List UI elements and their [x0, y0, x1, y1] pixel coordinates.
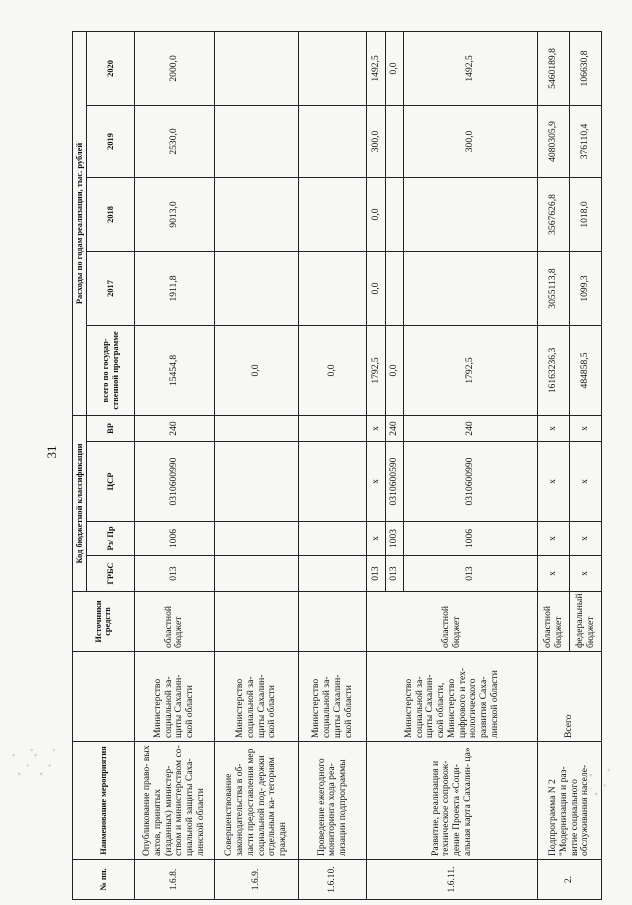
- row-num: 1.6.9.: [215, 860, 299, 900]
- row-name: Проведение ежегодного мониторинга хода реа- лизации подпрограммы: [299, 742, 367, 860]
- header-num: № пп.: [73, 860, 135, 900]
- row-name: Опубликование право- вых актов, принятых (изданных) министер- ством и министерством со- циальной защиты Саха- линской области: [134, 742, 214, 860]
- row-2018: [215, 177, 299, 251]
- row-2019: 2530,0: [134, 105, 214, 177]
- row-vr: [299, 415, 367, 441]
- row-total: 16163236,3: [538, 325, 570, 415]
- row-name: Подпрограмма N 2 "Модернизация и раз- витие социального обслуживания населе-: [538, 742, 602, 860]
- table-row: [134, 31, 214, 899]
- row-executor: Всего: [538, 652, 602, 742]
- header-csr: ЦСР: [87, 442, 134, 522]
- row-2020: [215, 31, 299, 105]
- page-number: 31: [44, 445, 59, 459]
- row-grbs: 013: [404, 556, 538, 592]
- row-2017: [385, 251, 404, 325]
- header-name: Наименование мероприятия: [73, 742, 135, 860]
- header-rzpr: Рз/ Пр: [87, 522, 134, 556]
- row-total: 0,0: [385, 325, 404, 415]
- row-2019: 376110,4: [570, 105, 602, 177]
- row-vr: 240: [404, 415, 538, 441]
- row-rzpr: 1003: [385, 522, 404, 556]
- row-rzpr: х: [367, 522, 386, 556]
- row-2018: 3567626,8: [538, 177, 570, 251]
- row-csr: 0310600990: [134, 442, 214, 522]
- row-rzpr: [215, 522, 299, 556]
- row-2018: 0,0: [367, 177, 386, 251]
- row-source: областной бюджет: [538, 592, 570, 652]
- row-rzpr: 1006: [404, 522, 538, 556]
- row-csr: 0310600990: [404, 442, 538, 522]
- row-2017: 3055113,8: [538, 251, 570, 325]
- row-rzpr: х: [538, 522, 570, 556]
- row-grbs: х: [538, 556, 570, 592]
- table-row: [538, 31, 570, 899]
- header-vr: ВР: [87, 415, 134, 441]
- row-vr: х: [367, 415, 386, 441]
- row-2018: [404, 177, 538, 251]
- row-2017: [215, 251, 299, 325]
- row-2019: 4080305,9: [538, 105, 570, 177]
- row-grbs: 013: [385, 556, 404, 592]
- row-grbs: [299, 556, 367, 592]
- row-source: областной бюджет: [367, 592, 538, 652]
- row-csr: х: [367, 442, 386, 522]
- row-2017: 1099,3: [570, 251, 602, 325]
- row-2020: 106630,8: [570, 31, 602, 105]
- row-2020: 2000,0: [134, 31, 214, 105]
- row-source: федеральный бюджет: [570, 592, 602, 652]
- row-grbs: х: [570, 556, 602, 592]
- row-vr: х: [570, 415, 602, 441]
- row-total: 0,0: [299, 325, 367, 415]
- row-source: областной бюджет: [134, 592, 214, 652]
- header-2018: 2018: [87, 177, 134, 251]
- row-csr: [299, 442, 367, 522]
- row-rzpr: 1006: [134, 522, 214, 556]
- row-vr: 240: [134, 415, 214, 441]
- row-total: 15454,8: [134, 325, 214, 415]
- row-2019: [385, 105, 404, 177]
- row-2018: 1018,0: [570, 177, 602, 251]
- row-grbs: 013: [134, 556, 214, 592]
- header-expenses: Расходы по годам реализации, тыс. рублей: [73, 31, 87, 415]
- rotated-table-container: [72, 32, 602, 900]
- row-2020: [299, 31, 367, 105]
- row-total: 1792,5: [404, 325, 538, 415]
- header-2020: 2020: [87, 31, 134, 105]
- row-csr: х: [538, 442, 570, 522]
- table-row: [299, 31, 367, 899]
- row-2017: 1911,8: [134, 251, 214, 325]
- row-2017: [404, 251, 538, 325]
- row-2020: 5460189,8: [538, 31, 570, 105]
- row-total: 484858,5: [570, 325, 602, 415]
- row-2020: 1492,5: [404, 31, 538, 105]
- row-grbs: 013: [367, 556, 386, 592]
- row-2019: [299, 105, 367, 177]
- row-total: 0,0: [215, 325, 299, 415]
- row-source: [215, 592, 299, 652]
- scan-noise: [30, 745, 58, 779]
- row-num: 2.: [538, 860, 602, 900]
- row-vr: [215, 415, 299, 441]
- row-executor: Министерство социальной за- щиты Сахалин- ской области, Министерство цифрового и тех- нологического развития Саха- линской области: [367, 652, 538, 742]
- row-2017: 0,0: [367, 251, 386, 325]
- table-row: [215, 31, 299, 899]
- row-vr: 240: [385, 415, 404, 441]
- row-num: 1.6.11.: [367, 860, 538, 900]
- header-source: Источники средств: [73, 592, 135, 652]
- row-name: Совершенствование законодательства в об- ласти предоставления мер социальной под- держки отдельным ка- тегориям граждан: [215, 742, 299, 860]
- row-2019: 300,0: [404, 105, 538, 177]
- row-source: [299, 592, 367, 652]
- row-2018: 9013,0: [134, 177, 214, 251]
- row-name: Развитие, реализация и техническое сопровож- дение Проекта «Соци- альная карта Сахалин- ца»: [367, 742, 538, 860]
- table-row: [367, 31, 386, 899]
- row-2020: 0,0: [385, 31, 404, 105]
- row-2018: [299, 177, 367, 251]
- row-vr: х: [538, 415, 570, 441]
- row-executor: Министерство социальной за- щиты Сахалин- ской области: [299, 652, 367, 742]
- row-2017: [299, 251, 367, 325]
- row-2020: 1492,5: [367, 31, 386, 105]
- header-2019: 2019: [87, 105, 134, 177]
- row-csr: 0310600590: [385, 442, 404, 522]
- row-2019: 300,0: [367, 105, 386, 177]
- row-executor: Министерство социальной за- щиты Сахалин- ской области: [215, 652, 299, 742]
- row-2018: [385, 177, 404, 251]
- row-total: 1792,5: [367, 325, 386, 415]
- row-grbs: [215, 556, 299, 592]
- row-csr: [215, 442, 299, 522]
- row-csr: х: [570, 442, 602, 522]
- row-num: 1.6.10.: [299, 860, 367, 900]
- row-num: 1.6.8.: [134, 860, 214, 900]
- header-total-program: всего по государ- ственной программе: [87, 325, 134, 415]
- scan-noise: [8, 745, 36, 779]
- header-budget-code: Код бюджетной классификации: [73, 415, 87, 591]
- row-2019: [215, 105, 299, 177]
- header-2017: 2017: [87, 251, 134, 325]
- header-grbs: ГРБС: [87, 556, 134, 592]
- row-rzpr: [299, 522, 367, 556]
- row-executor: Министерство социальной за- щиты Сахалин- ской области: [134, 652, 214, 742]
- header-executor: [73, 652, 135, 742]
- budget-table: [72, 31, 602, 900]
- row-rzpr: х: [570, 522, 602, 556]
